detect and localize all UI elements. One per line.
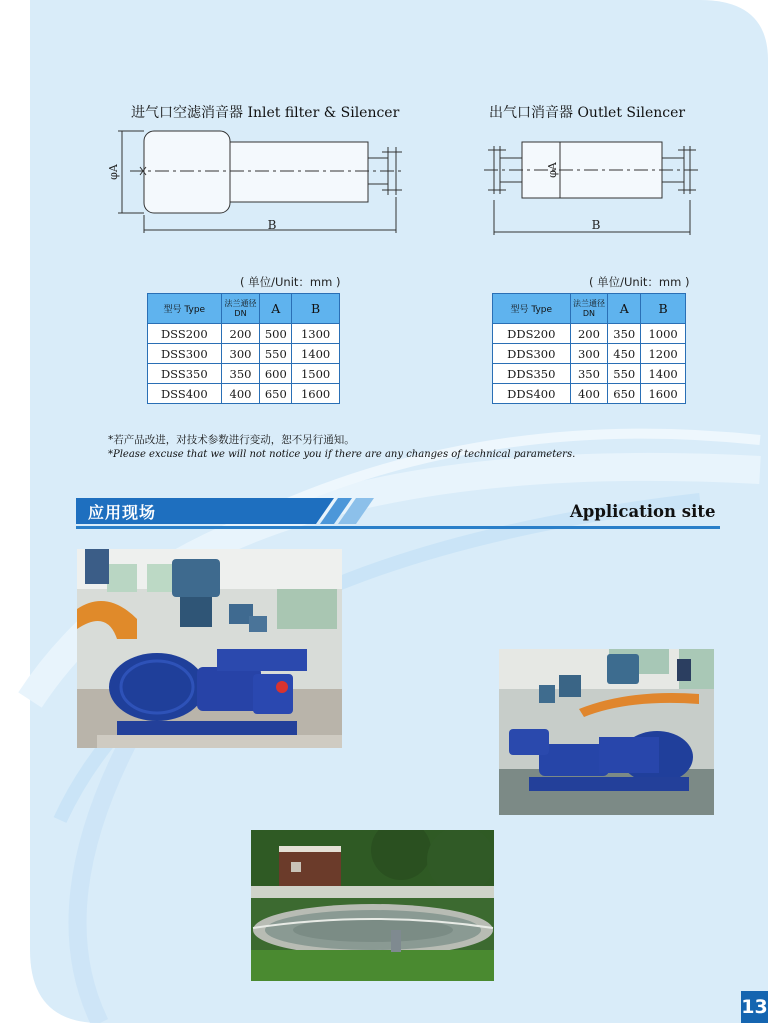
cell-dn: 300 — [570, 344, 608, 364]
cell-b: 1500 — [292, 364, 340, 384]
header-b: B — [641, 294, 686, 324]
header-a: A — [608, 294, 641, 324]
header-type: 型号 Type — [148, 294, 222, 324]
cell-model: DSS300 — [148, 344, 222, 364]
table-header-row — [493, 294, 686, 324]
header-dn-cn: 法兰通径 — [572, 298, 605, 308]
cell-a: 450 — [608, 344, 641, 364]
cell-dn: 400 — [570, 384, 608, 404]
cell-b: 1600 — [292, 384, 340, 404]
application-photo-blower-row — [499, 649, 714, 815]
header-type: 型号 Type — [493, 294, 571, 324]
cell-a: 550 — [260, 344, 292, 364]
cell-a: 650 — [608, 384, 641, 404]
cell-a: 350 — [608, 324, 641, 344]
header-a: A — [260, 294, 292, 324]
inlet-title-en: Inlet filter & Silencer — [247, 105, 400, 121]
header-b: B — [292, 294, 340, 324]
table-header-row — [148, 294, 340, 324]
inlet-title — [131, 102, 399, 122]
outlet-title-en: Outlet Silencer — [577, 105, 686, 121]
cell-b: 1300 — [292, 324, 340, 344]
cell-b: 1000 — [641, 324, 686, 344]
outlet-title — [489, 102, 685, 122]
section-divider — [76, 526, 720, 529]
inlet-unit-label: ( 单位/Unit：mm ) — [240, 275, 341, 289]
cell-dn: 300 — [221, 344, 260, 364]
cell-model: DDS350 — [493, 364, 571, 384]
cell-b: 1600 — [641, 384, 686, 404]
cell-model: DSS400 — [148, 384, 222, 404]
header-dn-en: DN — [582, 308, 596, 318]
cell-a: 500 — [260, 324, 292, 344]
table-row — [493, 344, 686, 364]
outlet-dim-a: φA — [546, 162, 559, 178]
cell-a: 600 — [260, 364, 292, 384]
cell-dn: 200 — [221, 324, 260, 344]
cell-dn: 400 — [221, 384, 260, 404]
cell-a: 550 — [608, 364, 641, 384]
cell-dn: 200 — [570, 324, 608, 344]
cell-a: 650 — [260, 384, 292, 404]
note-cn: *若产品改进，对技术参数进行变动，恕不另行通知。 — [108, 434, 355, 446]
table-row — [493, 324, 686, 344]
application-photo-blower-hall — [77, 549, 342, 748]
cell-b: 1400 — [292, 344, 340, 364]
cell-b: 1400 — [641, 364, 686, 384]
outlet-silencer-drawing — [484, 138, 706, 238]
cell-model: DSS200 — [148, 324, 222, 344]
section-title-cn: 应用现场 — [88, 503, 157, 522]
inlet-silencer-drawing — [100, 125, 410, 237]
inlet-title-cn: 进气口空滤消音器 — [131, 105, 243, 121]
cell-model: DSS350 — [148, 364, 222, 384]
header-dn — [570, 294, 608, 324]
header-dn-cn: 法兰通径 — [224, 298, 257, 308]
cell-b: 1200 — [641, 344, 686, 364]
inlet-dim-b: B — [267, 218, 277, 232]
table-row — [148, 324, 340, 344]
table-row — [148, 344, 340, 364]
cell-model: DDS400 — [493, 384, 571, 404]
section-title-en: Application site — [570, 502, 716, 521]
outlet-unit-label: ( 单位/Unit：mm ) — [589, 275, 690, 289]
table-row — [148, 364, 340, 384]
table-row — [148, 384, 340, 404]
inlet-spec-table — [147, 293, 340, 404]
outlet-dim-b: B — [591, 218, 601, 232]
application-photo-treatment-tank — [251, 830, 494, 981]
outlet-title-cn: 出气口消音器 — [489, 105, 573, 121]
inlet-dim-a: φA — [107, 164, 120, 180]
table-row — [493, 384, 686, 404]
table-row — [493, 364, 686, 384]
cell-dn: 350 — [570, 364, 608, 384]
header-dn-en: DN — [234, 308, 247, 318]
cell-model: DDS300 — [493, 344, 571, 364]
page-number: 13 — [741, 991, 768, 1023]
cell-model: DDS200 — [493, 324, 571, 344]
note-en: *Please excuse that we will not notice you if there are any changes of technical parameters. — [108, 449, 576, 460]
outlet-spec-table — [492, 293, 686, 404]
cell-dn: 350 — [221, 364, 260, 384]
header-dn — [221, 294, 260, 324]
